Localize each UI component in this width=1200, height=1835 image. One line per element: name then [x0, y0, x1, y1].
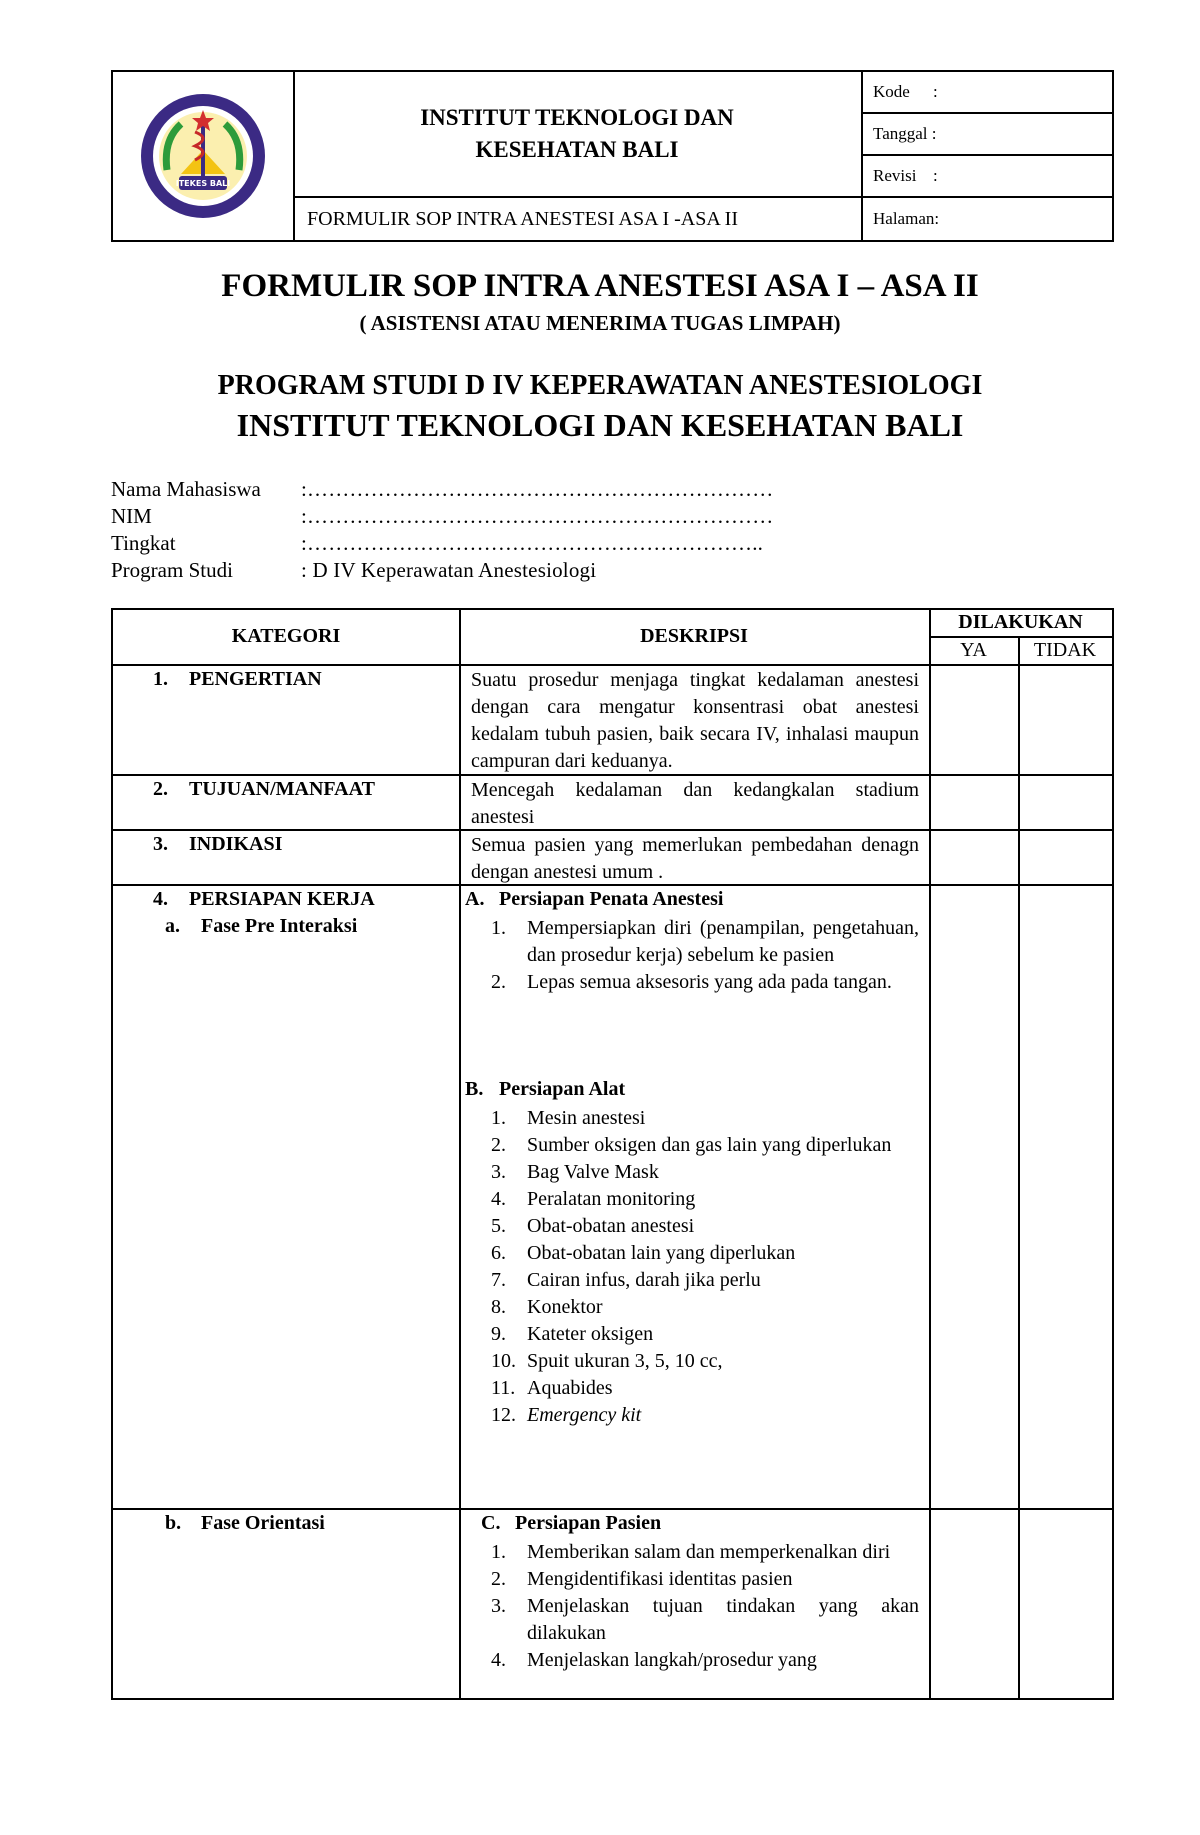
list-item: [491, 1402, 919, 1429]
list-item-number: 5.: [491, 1215, 506, 1237]
student-nim-label: NIM: [111, 504, 152, 528]
list-item-number: 3.: [491, 1595, 506, 1617]
phase-pre-interaksi: [165, 915, 357, 938]
list-item-number: 1.: [491, 1107, 506, 1129]
list-item: [491, 1240, 919, 1267]
list-item-number: 2.: [491, 1134, 506, 1156]
list-item-text: Konektor: [527, 1296, 603, 1318]
form-name: FORMULIR SOP INTRA ANESTESI ASA I -ASA II: [307, 207, 738, 230]
row-pengertian-category: [153, 668, 322, 691]
student-level-value[interactable]: :………………………………………………………..: [301, 531, 764, 555]
list-item-number: 6.: [491, 1242, 506, 1264]
list-item-number: 2.: [491, 1568, 506, 1590]
list-item-number: 1.: [491, 917, 506, 939]
row-label: PENGERTIAN: [189, 668, 322, 690]
section-letter: C.: [481, 1512, 501, 1534]
revisi-colon: :: [933, 166, 938, 185]
list-item: [491, 1593, 919, 1647]
list-item-number: 7.: [491, 1269, 506, 1291]
row-label: PERSIAPAN KERJA: [189, 888, 375, 910]
row-indikasi-category: [153, 833, 282, 856]
list-item: [491, 915, 919, 969]
halaman-field: [863, 198, 1112, 240]
list-item-text: Mempersiapkan diri (penampilan, pengetahuan, dan prosedur kerja) sebelum ke pasien: [527, 917, 919, 966]
logo-text: ITEKES BALI: [175, 179, 231, 188]
row-label: TUJUAN/MANFAAT: [189, 778, 375, 800]
header-tidak: TIDAK: [1033, 639, 1097, 661]
institute-name-cell: [293, 72, 863, 198]
sop-table: [111, 608, 1114, 1700]
itekes-logo-icon: [137, 90, 269, 222]
list-item: [491, 1647, 919, 1674]
list-item-number: 11.: [491, 1377, 516, 1399]
row-divider: [929, 636, 1112, 638]
row-number: 1.: [153, 668, 168, 690]
section-letter: B.: [465, 1078, 484, 1100]
list-item-number: 10.: [491, 1350, 516, 1372]
list-item-number: 1.: [491, 1541, 506, 1563]
row-divider: [113, 1508, 1112, 1510]
list-item-number: 4.: [491, 1649, 506, 1671]
list-item-number: 9.: [491, 1323, 506, 1345]
phase-label: Fase Orientasi: [201, 1512, 325, 1534]
list-item-number: 12.: [491, 1404, 516, 1426]
list-item-text: Peralatan monitoring: [527, 1188, 696, 1210]
revisi-label: Revisi: [873, 166, 917, 185]
list-item-text: Cairan infus, darah jika perlu: [527, 1269, 761, 1291]
institute-name-line2: KESEHATAN BALI: [475, 137, 679, 162]
section-a-list: [491, 915, 919, 996]
row-number: 3.: [153, 833, 168, 855]
study-program-label: Program Studi: [111, 558, 233, 582]
list-item: [491, 1294, 919, 1321]
list-item: [491, 969, 919, 996]
row-tujuan-category: [153, 778, 375, 801]
header-ya: YA: [960, 639, 987, 661]
list-item: [491, 1321, 919, 1348]
list-item-number: 8.: [491, 1296, 506, 1318]
header-dilakukan: DILAKUKAN: [958, 611, 1083, 633]
row-pengertian-description: Suatu prosedur menjaga tingkat kedalaman anestesi dengan cara mengatur konsentrasi obat anestesi kedalam tubuh pasien, baik secara IV, inhalasi maupun campuran dari keduanya.: [471, 669, 919, 772]
student-level-row: [111, 530, 773, 557]
col-divider: [1018, 636, 1020, 1698]
student-nim-row: [111, 503, 773, 530]
header-kategori: KATEGORI: [231, 625, 341, 647]
list-item: [491, 1267, 919, 1294]
institute-name-line1: INSTITUT TEKNOLOGI DAN: [420, 105, 734, 130]
row-number: 4.: [153, 888, 168, 910]
row-persiapan-category: [153, 888, 375, 911]
page-title: FORMULIR SOP INTRA ANESTESI ASA I – ASA II: [221, 268, 979, 304]
list-item-text: Spuit ukuran 3, 5, 10 cc,: [527, 1350, 723, 1372]
list-item-text: Menjelaskan langkah/prosedur yang: [527, 1649, 817, 1671]
list-item: [491, 1566, 919, 1593]
section-title: Persiapan Pasien: [515, 1512, 662, 1534]
list-item-text: Mengidentifikasi identitas pasien: [527, 1568, 793, 1590]
section-b-heading: [465, 1078, 625, 1101]
form-name-cell: [293, 198, 863, 240]
row-label: INDIKASI: [189, 833, 283, 855]
logo-cell: [113, 72, 295, 240]
row-indikasi-description: Semua pasien yang memerlukan pembedahan denagn dengan anestesi umum .: [471, 834, 919, 883]
list-item-text: Mesin anestesi: [527, 1107, 646, 1129]
list-item-text: Emergency kit: [527, 1404, 642, 1426]
list-item-text: Menjelaskan tujuan tindakan yang akan dilakukan: [527, 1595, 919, 1644]
list-item-text: Sumber oksigen dan gas lain yang diperlukan: [527, 1134, 892, 1156]
list-item: [491, 1159, 919, 1186]
list-item: [491, 1348, 919, 1375]
program-title: PROGRAM STUDI D IV KEPERAWATAN ANESTESIOLOGI: [217, 370, 983, 401]
row-number: 2.: [153, 778, 168, 800]
study-program-row: [111, 557, 773, 584]
list-item-text: Obat-obatan lain yang diperlukan: [527, 1242, 796, 1264]
halaman-label: Halaman:: [873, 209, 940, 228]
tanggal-field: [863, 114, 1112, 156]
section-title: Persiapan Alat: [499, 1078, 626, 1100]
list-item-text: Kateter oksigen: [527, 1323, 654, 1345]
list-item: [491, 1105, 919, 1132]
section-c-list: [491, 1539, 919, 1674]
revisi-field: [863, 156, 1112, 198]
student-nim-value[interactable]: :…………………………………………………………: [301, 504, 774, 528]
kode-label: Kode: [873, 82, 910, 101]
study-program-value: : D IV Keperawatan Anestesiologi: [301, 558, 597, 582]
student-name-label: Nama Mahasiswa: [111, 477, 261, 501]
phase-letter: a.: [165, 915, 180, 937]
list-item: [491, 1539, 919, 1566]
kode-colon: :: [933, 82, 938, 101]
section-title: Persiapan Penata Anestesi: [499, 888, 724, 910]
kode-field: [863, 72, 1112, 114]
list-item-text: Obat-obatan anestesi: [527, 1215, 695, 1237]
list-item-text: Lepas semua aksesoris yang ada pada tangan.: [527, 971, 892, 993]
document-header: [111, 70, 1114, 242]
phase-orientasi: [165, 1512, 325, 1535]
section-c-heading: [481, 1512, 661, 1535]
list-item-number: 3.: [491, 1161, 506, 1183]
header-deskripsi: DESKRIPSI: [640, 625, 748, 647]
student-level-label: Tingkat: [111, 531, 176, 555]
section-b-list: [491, 1105, 919, 1429]
list-item-text: Bag Valve Mask: [527, 1161, 659, 1183]
section-a-heading: [465, 888, 723, 911]
row-divider: [113, 664, 1112, 666]
section-letter: A.: [465, 888, 485, 910]
phase-label: Fase Pre Interaksi: [201, 915, 358, 937]
student-name-value[interactable]: :…………………………………………………………: [301, 477, 774, 501]
list-item-number: 4.: [491, 1188, 506, 1210]
list-item: [491, 1186, 919, 1213]
tanggal-label: Tanggal :: [873, 124, 937, 143]
list-item: [491, 1375, 919, 1402]
student-info: [111, 476, 773, 584]
row-tujuan-description: Mencegah kedalaman dan kedangkalan stadium anestesi: [471, 779, 919, 828]
list-item-number: 2.: [491, 971, 506, 993]
phase-letter: b.: [165, 1512, 182, 1534]
list-item: [491, 1213, 919, 1240]
list-item: [491, 1132, 919, 1159]
student-name-row: [111, 476, 773, 503]
list-item-text: Aquabides: [527, 1377, 613, 1399]
institute-title: INSTITUT TEKNOLOGI DAN KESEHATAN BALI: [236, 407, 964, 443]
list-item-text: Memberikan salam dan memperkenalkan diri: [527, 1541, 891, 1563]
page-subtitle: ( ASISTENSI ATAU MENERIMA TUGAS LIMPAH): [359, 311, 841, 335]
